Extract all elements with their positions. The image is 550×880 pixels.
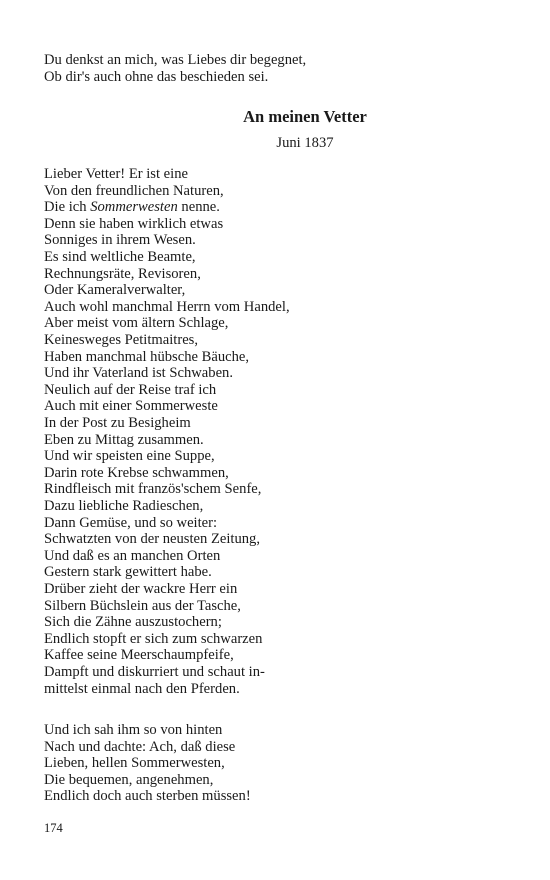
poem-line — [44, 199, 220, 216]
poem-line: Lieben, hellen Sommerwesten, — [44, 755, 225, 772]
preceding-poem-line: Du denkst an mich, was Liebes dir begegnet, — [44, 52, 307, 68]
poem-line: Die bequemen, angenehmen, — [44, 771, 214, 788]
poem-line: Neulich auf der Reise traf ich — [44, 381, 217, 398]
poem-line: Dampft und diskurriert und schaut in- — [44, 664, 265, 680]
poem-line: Kaffee seine Meerschaumpfeife, — [44, 647, 234, 664]
poem-line: Auch mit einer Sommerweste — [44, 398, 218, 415]
poem-line: Endlich doch auch sterben müssen! — [44, 788, 251, 805]
poem-line: Sonniges in ihrem Wesen. — [44, 232, 196, 249]
poem-line: Keinesweges Petitmaitres, — [44, 332, 199, 348]
poem-line: Und ihr Vaterland ist Schwaben. — [44, 365, 234, 382]
poem-line: Silbern Büchslein aus der Tasche, — [44, 597, 241, 614]
poem-line: In der Post zu Besigheim — [44, 415, 191, 431]
poem-line: Aber meist vom ältern Schlage, — [44, 315, 229, 332]
poem-line: Und wir speisten eine Suppe, — [44, 448, 215, 465]
poem-line: Und daß es an manchen Orten — [44, 547, 221, 564]
poem-line: Lieber Vetter! Er ist eine — [44, 166, 188, 182]
poem-date: Juni 1837 — [276, 135, 334, 151]
poem-line-text: nenne. — [177, 199, 220, 216]
poem-line: Drüber zieht der wackre Herr ein — [44, 581, 238, 597]
poem-line: Endlich stopft er sich zum schwarzen — [44, 630, 263, 647]
poem-line: Darin rote Krebse schwammen, — [44, 464, 229, 481]
poem-title: An meinen Vetter — [243, 107, 367, 126]
poem-line: Rindfleisch mit französ'schem Senfe, — [44, 481, 262, 498]
poem-line: Denn sie haben wirklich etwas — [44, 215, 224, 232]
poem-line: Oder Kameralverwalter, — [44, 282, 186, 299]
poem-line: Dann Gemüse, und so weiter: — [44, 514, 218, 531]
poem-line: Von den freundlichen Naturen, — [44, 182, 224, 199]
poem-line-italic-text: Sommerwesten — [90, 199, 178, 216]
poem-line: Auch wohl manchmal Herrn vom Handel, — [44, 298, 290, 315]
page-number: 174 — [44, 821, 63, 835]
poem-line: Sich die Zähne auszustochern; — [44, 614, 222, 631]
poem-line-text: Die ich — [44, 199, 91, 216]
poem-line: Eben zu Mittag zusammen. — [44, 431, 204, 448]
poem-line: Haben manchmal hübsche Bäuche, — [44, 348, 250, 365]
poem-line: Es sind weltliche Beamte, — [44, 249, 196, 265]
poem-line: Rechnungsräte, Revisoren, — [44, 265, 201, 282]
poem-line: Gestern stark gewittert habe. — [44, 564, 212, 581]
poem-line: Nach und dachte: Ach, daß diese — [44, 738, 236, 755]
poem-line: Dazu liebliche Radieschen, — [44, 498, 204, 514]
poem-line: mittelst einmal nach den Pferden. — [44, 680, 240, 697]
preceding-poem-line: Ob dir's auch ohne das beschieden sei. — [44, 68, 269, 85]
poem-line: Und ich sah ihm so von hinten — [44, 722, 223, 738]
poem-line: Schwatzten von der neusten Zeitung, — [44, 531, 261, 548]
